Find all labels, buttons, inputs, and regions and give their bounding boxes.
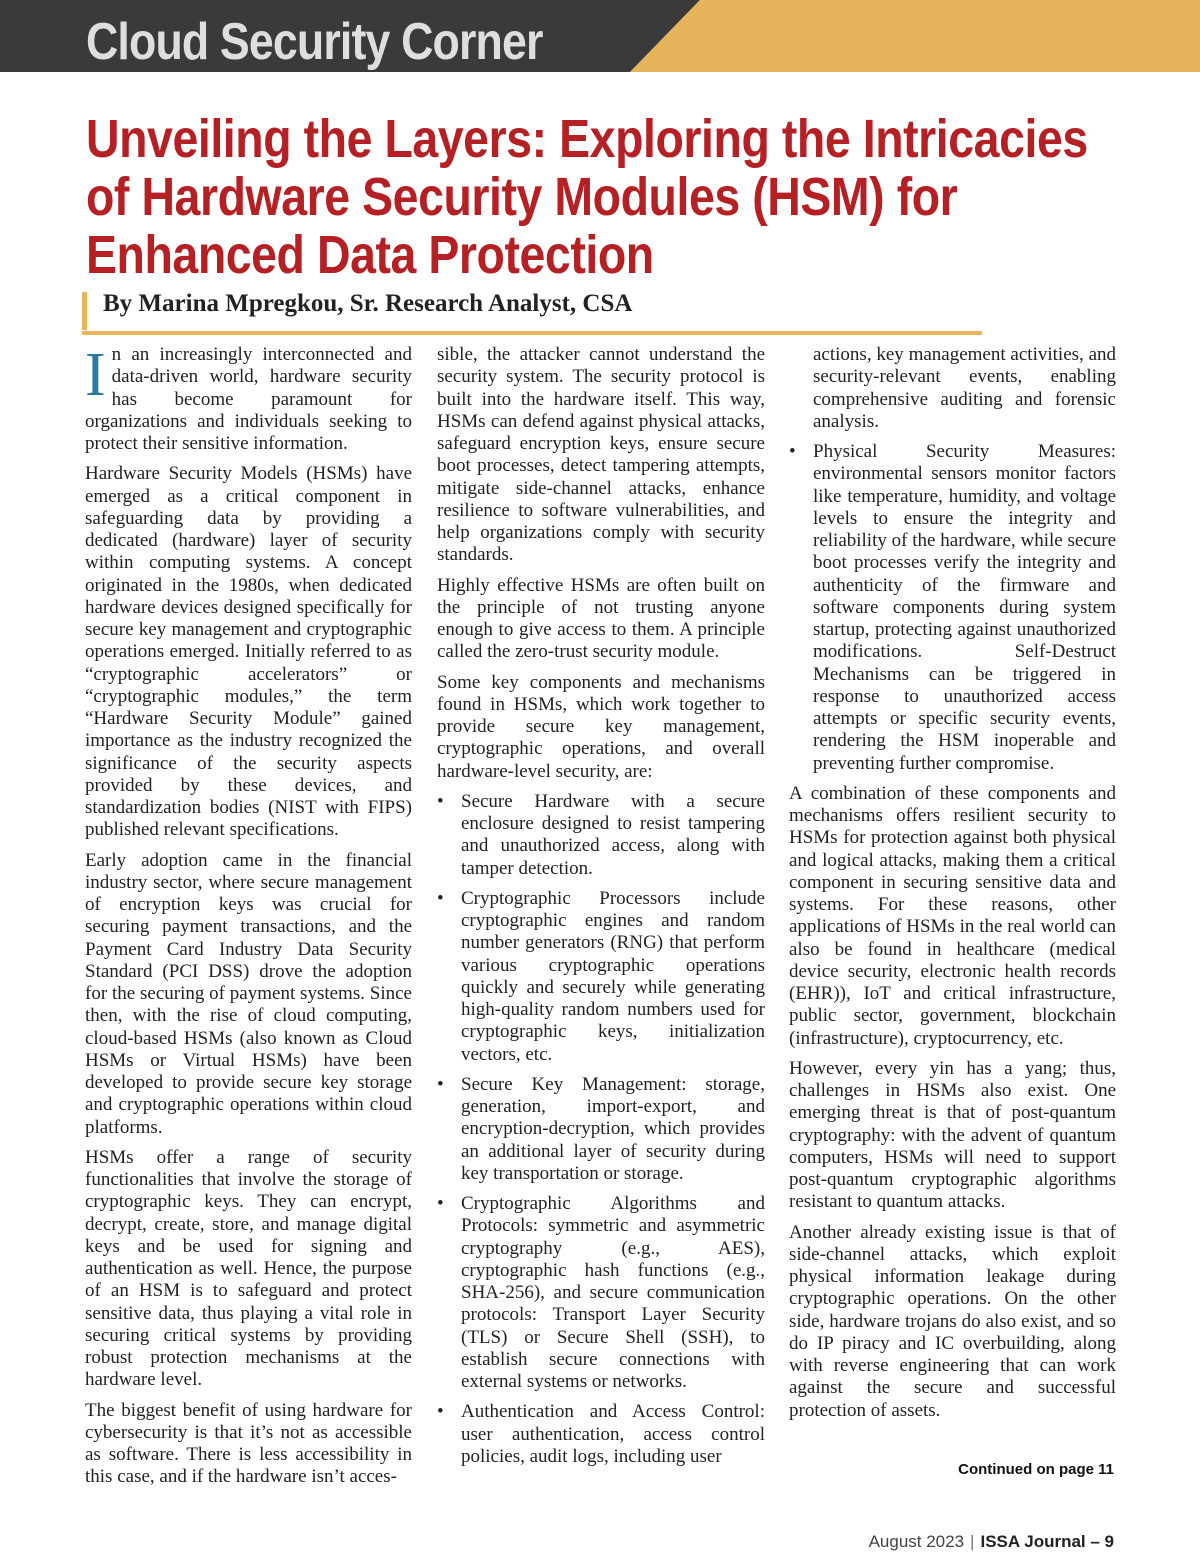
list-item-continued: actions, key management activities, and security-relevant events, enabling comprehensive auditing and forensic analysis.	[813, 344, 1116, 432]
author-byline: By Marina Mpregkou, Sr. Research Analyst, CSA	[103, 290, 633, 317]
list-item: • Authentication and Access Control: user authentication, access control policies, audit logs, including user	[437, 1401, 765, 1468]
byline-accent-bar	[82, 292, 87, 330]
list-item: • Secure Key Management: storage, generation, import-export, and encryption-decryption, which provides an additional layer of security during key transportation or storage.	[437, 1074, 765, 1185]
body-paragraph: Hardware Security Models (HSMs) have emerged as a critical component in safeguarding data by providing a dedicated (hardware) layer of security within computing systems. A concept originated in the 1980s, when dedicated hardware devices designed specifically for secure key management and cryptographic operations emerged. Initially referred to as “cryptographic accelerators” or “cryptographic modules,” the term “Hardware Security Module” gained importance as the industry recognized the significance of the security aspects provided by these devices, and standardization bodies (NIST with FIPS) published relevant specifications.	[85, 463, 412, 841]
list-item: • Secure Hardware with a secure enclosure designed to resist tampering and unauthorized access, along with tamper detection.	[437, 791, 765, 880]
list-item: • Cryptographic Processors include cryptographic engines and random number generators (RNG) that perform various cryptographic operations quickly and securely while generating high-quality random numbers used for cryptographic keys, initialization vectors, etc.	[437, 888, 765, 1066]
section-label: Cloud Security Corner	[86, 13, 543, 71]
continued-link[interactable]: Continued on page 11	[958, 1461, 1114, 1478]
page-footer	[869, 1532, 1114, 1552]
body-paragraph: sible, the attacker cannot understand the security system. The security protocol is built into the hardware itself. This way, HSMs can defend against physical attacks, safeguard encryption keys, ensure secure boot processes, detect tampering attempts, mitigate side-channel attacks, enhance resilience to software vulnerabilities, and help organizations comply with security standards.	[437, 344, 765, 566]
article-title: Unveiling the Layers: Exploring the Intricacies of Hardware Security Modules (HSM) for Enhanced Data Protection	[86, 109, 1088, 285]
list-item: • Physical Security Measures: environmental sensors monitor factors like temperature, humidity, and voltage levels to ensure the integrity and reliability of the hardware, while secure boot processes verify the integrity and authenticity of the firmware and software components during system startup, protecting against unauthorized modifications. Self-Destruct Mechanisms can be triggered in response to unauthorized access attempts or specific security events, rendering the HSM inoperable and preventing further compromise.	[789, 441, 1116, 775]
body-paragraph: Another already existing issue is that of side-channel attacks, which exploit physical information leakage during cryptographic operations. On the other side, hardware trojans do also exist, and so do IP piracy and IC overbuilding, along with reverse engineering that can work against the secure and successful protection of assets.	[789, 1221, 1116, 1421]
body-paragraph: HSMs offer a range of security functionalities that involve the storage of cryptographic keys. They can encrypt, decrypt, create, store, and manage digital keys and be used for signing and authentication as well. Hence, the purpose of an HSM is to safeguard and protect sensitive data, thus playing a vital role in securing critical systems by providing robust protection mechanisms at the hardware level.	[85, 1146, 412, 1391]
issue-date: August 2023	[868, 1532, 965, 1551]
footer-separator: |	[970, 1532, 975, 1551]
body-paragraph: Some key components and mechanisms found in HSMs, which work together to provide secure key management, cryptographic operations, and overall hardware-level security, are:	[437, 671, 765, 782]
body-paragraph: The biggest benefit of using hardware for cybersecurity is that it’s not as accessible as software. There is less accessibility in this case, and if the hardware isn’t acces-	[85, 1399, 412, 1488]
article-column-1	[85, 341, 412, 1497]
article-column-2	[437, 344, 765, 1476]
drop-cap: I	[85, 341, 106, 409]
component-list	[437, 791, 765, 1468]
list-item: • Cryptographic Algorithms and Protocols: symmetric and asymmetric cryptography (e.g., AES), cryptographic hash functions (e.g., SHA-256), and secure communication protocols: Transport Layer Security (TLS) or Secure Shell (SSH), to establish secure connections with external systems or networks.	[437, 1193, 765, 1393]
body-paragraph: A combination of these components and mechanisms offers resilient security to HSMs for protection against both physical and logical attacks, making them a critical component in securing sensitive data and systems. For these reasons, other applications of HSMs in the real world can also be found in healthcare (medical device security, electronic health records (EHR)), IoT and critical infrastructure, public sector, government, blockchain (infrastructure), cryptocurrency, etc.	[789, 782, 1116, 1049]
publication-page: ISSA Journal – 9	[980, 1532, 1114, 1551]
body-paragraph: Highly effective HSMs are often built on the principle of not trusting anyone enough to give access to them. A principle called the zero-trust security module.	[437, 574, 765, 663]
body-paragraph: Early adoption came in the financial industry sector, where secure management of encryption keys was crucial for securing payment transactions, and the Payment Card Industry Data Security Standard (PCI DSS) drove the adoption for the securing of payment systems. Since then, with the rise of cloud computing, cloud-based HSMs (also known as Cloud HSMs or Virtual HSMs) have been developed to provide secure key storage and cryptographic operations within cloud platforms.	[85, 849, 412, 1138]
body-paragraph: However, every yin has a yang; thus, challenges in HSMs also exist. One emerging threat is that of post-quantum cryptography: with the advent of quantum computers, HSMs will need to support post-quantum cryptographic algorithms resistant to quantum attacks.	[789, 1057, 1116, 1213]
component-list-continued	[789, 344, 1116, 775]
intro-paragraph: In an increasingly interconnected and data-driven world, hardware security has become paramount for organizations and individuals seeking to protect their sensitive information.	[85, 341, 412, 454]
article-column-3	[789, 344, 1116, 1430]
header-band-gold	[630, 0, 1200, 72]
byline-divider	[82, 331, 982, 335]
